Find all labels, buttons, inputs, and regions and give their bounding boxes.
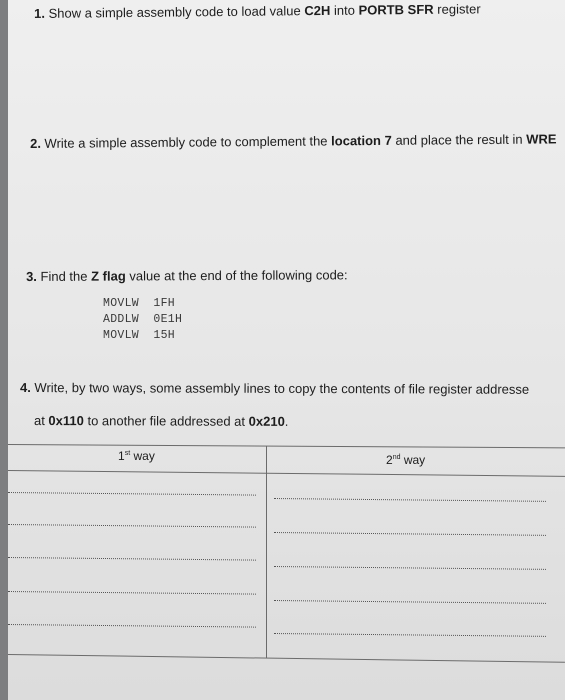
table-header-second-way: 2nd way xyxy=(386,453,426,467)
table-header-first-way: 1st way xyxy=(118,449,155,463)
question-4-dest-address: 0x210 xyxy=(248,413,285,429)
question-3-text-a: Find the xyxy=(36,268,92,284)
answer-line xyxy=(8,557,256,561)
question-2-text-b: and place the result in xyxy=(391,131,527,148)
question-3 xyxy=(26,267,348,284)
answer-line xyxy=(8,624,256,628)
question-2 xyxy=(30,131,557,151)
question-4-line-2 xyxy=(34,413,289,429)
code-line-2: ADDLW 0E1H xyxy=(103,313,183,326)
answer-line xyxy=(274,566,546,570)
question-2-destination: WRE xyxy=(526,131,557,147)
question-1-number: 1. xyxy=(34,5,46,21)
code-block xyxy=(103,296,182,344)
answer-line xyxy=(274,498,546,502)
table-header-divider xyxy=(8,470,565,477)
answer-table xyxy=(8,444,565,664)
code-line-1: MOVLW 1FH xyxy=(103,297,176,310)
question-4-text-a: at xyxy=(33,413,49,429)
answer-line xyxy=(274,532,546,536)
question-4-text-b: to another file addressed at xyxy=(83,413,249,429)
question-2-number: 2. xyxy=(30,135,41,151)
code-line-3: MOVLW 15H xyxy=(103,329,176,342)
question-1 xyxy=(34,1,481,21)
question-4-text-line-1: Write, by two ways, some assembly lines to copy the contents of file register addresse xyxy=(30,380,530,397)
question-1-text-a: Show a simple assembly code to load value xyxy=(44,3,305,21)
question-3-flag: Z flag xyxy=(91,268,126,284)
answer-line xyxy=(8,524,256,528)
question-2-text-a: Write a simple assembly code to complement the xyxy=(40,133,332,151)
answer-line xyxy=(8,492,256,496)
question-1-value: C2H xyxy=(304,2,331,19)
table-bottom-border xyxy=(8,654,565,663)
question-1-text-c: register xyxy=(433,1,481,17)
question-3-text-b: value at the end of the following code: xyxy=(125,267,348,284)
answer-line xyxy=(8,591,256,595)
question-4-line-1 xyxy=(20,380,529,397)
answer-line xyxy=(274,633,546,637)
question-1-text-b: into xyxy=(330,2,359,18)
question-1-register: PORTB SFR xyxy=(358,1,434,18)
question-4-source-address: 0x110 xyxy=(48,413,84,429)
worksheet-page xyxy=(8,0,565,700)
question-3-number: 3. xyxy=(26,268,37,284)
question-4-text-c: . xyxy=(284,413,289,429)
table-column-divider xyxy=(266,446,267,658)
answer-line xyxy=(274,600,546,604)
table-top-border xyxy=(8,444,565,448)
question-4-number: 4. xyxy=(19,380,31,396)
question-2-location: location 7 xyxy=(331,132,392,149)
